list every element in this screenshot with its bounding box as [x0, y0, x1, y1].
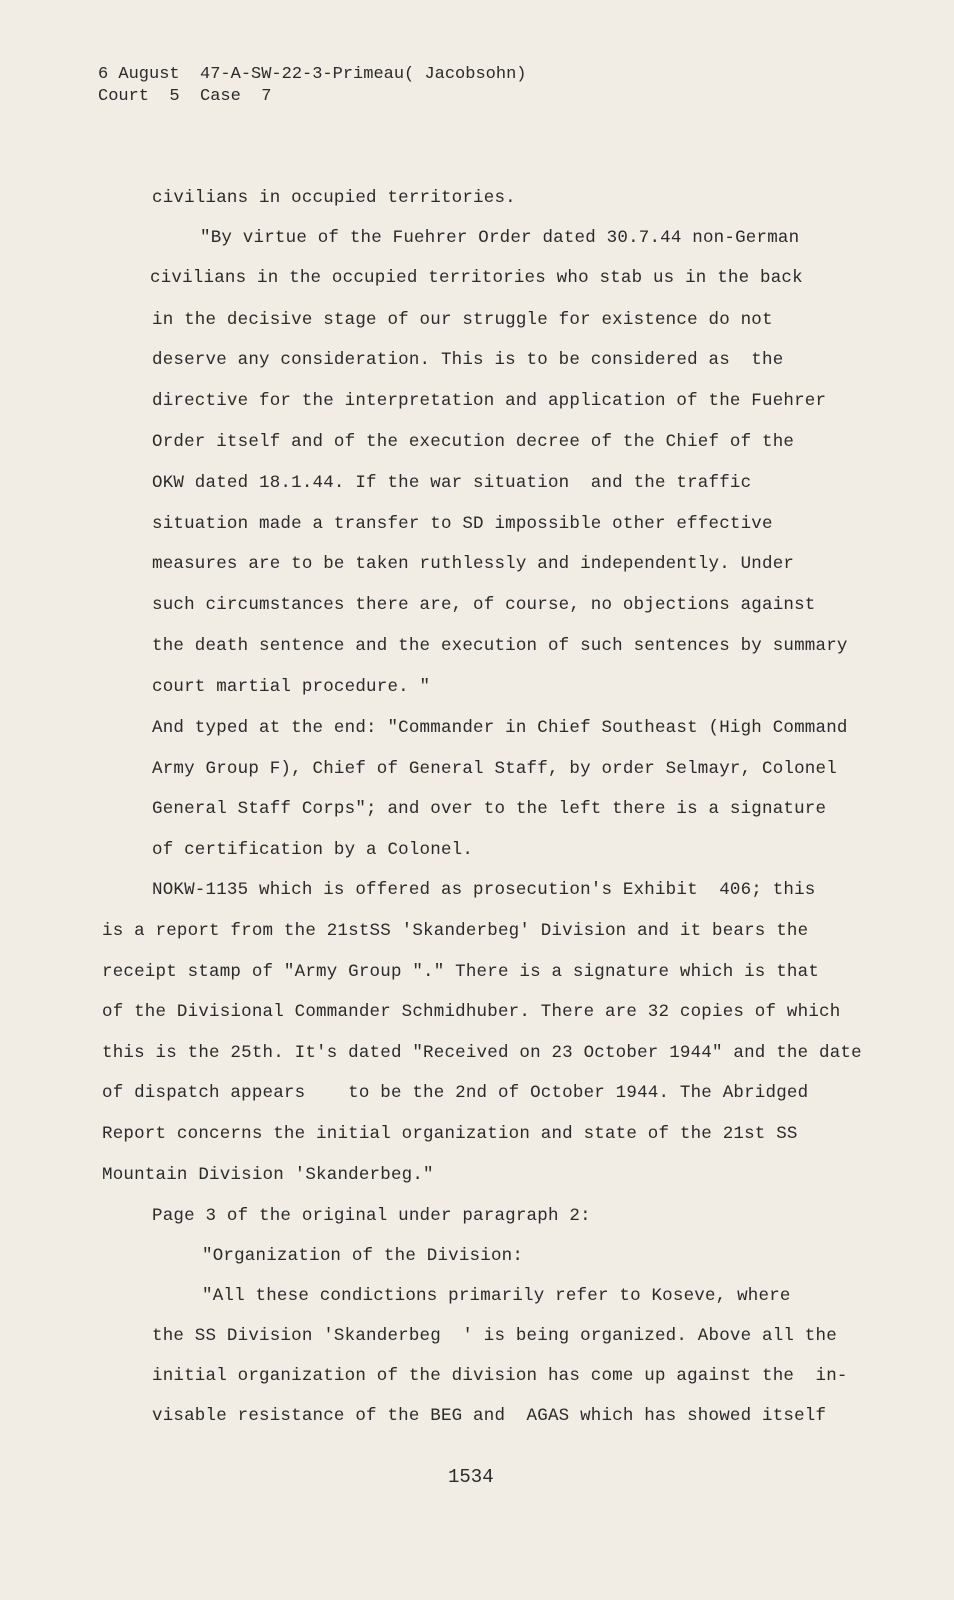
text-line: "Organization of the Division:	[202, 1246, 524, 1266]
text-line: situation made a transfer to SD impossible other effective	[152, 514, 773, 534]
text-line: receipt stamp of "Army Group "." There is a signature which is that	[102, 962, 820, 982]
text-line: court martial procedure. "	[152, 677, 431, 697]
text-line: deserve any consideration. This is to be considered as the	[152, 350, 784, 370]
text-line: the SS Division 'Skanderbeg ' is being organized. Above all the	[152, 1326, 837, 1346]
text-line: this is the 25th. It's dated "Received on 23 October 1944" and the date	[102, 1043, 862, 1063]
text-line: is a report from the 21stSS 'Skanderbeg' Division and it bears the	[102, 921, 809, 941]
text-line: And typed at the end: "Commander in Chief Southeast (High Command	[152, 718, 848, 738]
text-line: measures are to be taken ruthlessly and independently. Under	[152, 554, 795, 574]
text-line: "All these condictions primarily refer to Koseve, where	[202, 1286, 791, 1306]
text-line: "By virtue of the Fuehrer Order dated 30.7.44 non-German	[200, 228, 800, 248]
text-line: of certification by a Colonel.	[152, 840, 474, 860]
text-line: visable resistance of the BEG and AGAS which has showed itself	[152, 1406, 827, 1426]
text-line: Army Group F), Chief of General Staff, by order Selmayr, Colonel	[152, 759, 837, 779]
text-line: the death sentence and the execution of such sentences by summary	[152, 636, 848, 656]
text-line: General Staff Corps"; and over to the left there is a signature	[152, 799, 827, 819]
text-line: of the Divisional Commander Schmidhuber. There are 32 copies of which	[102, 1002, 841, 1022]
text-line: initial organization of the division has come up against the in-	[152, 1366, 848, 1386]
text-line: Order itself and of the execution decree of the Chief of the	[152, 432, 795, 452]
text-line: of dispatch appears to be the 2nd of October 1944. The Abridged	[102, 1083, 809, 1103]
text-line: OKW dated 18.1.44. If the war situation and the traffic	[152, 473, 752, 493]
header-court-case: Court 5 Case 7	[98, 87, 272, 106]
page-number: 1534	[448, 1466, 494, 1488]
text-line: such circumstances there are, of course, no objections against	[152, 595, 816, 615]
text-line: directive for the interpretation and application of the Fuehrer	[152, 391, 827, 411]
text-line: Mountain Division 'Skanderbeg."	[102, 1165, 434, 1185]
text-line: in the decisive stage of our struggle for existence do not	[152, 310, 773, 330]
header-date-case-ref: 6 August 47-A-SW-22-3-Primeau( Jacobsohn)	[98, 65, 527, 84]
text-line: Page 3 of the original under paragraph 2:	[152, 1206, 591, 1226]
text-line: civilians in occupied territories.	[152, 188, 516, 208]
page-header	[98, 64, 526, 108]
text-line: civilians in the occupied territories who stab us in the back	[150, 268, 803, 288]
text-line: NOKW-1135 which is offered as prosecution's Exhibit 406; this	[152, 880, 816, 900]
text-line: Report concerns the initial organization and state of the 21st SS	[102, 1124, 798, 1144]
